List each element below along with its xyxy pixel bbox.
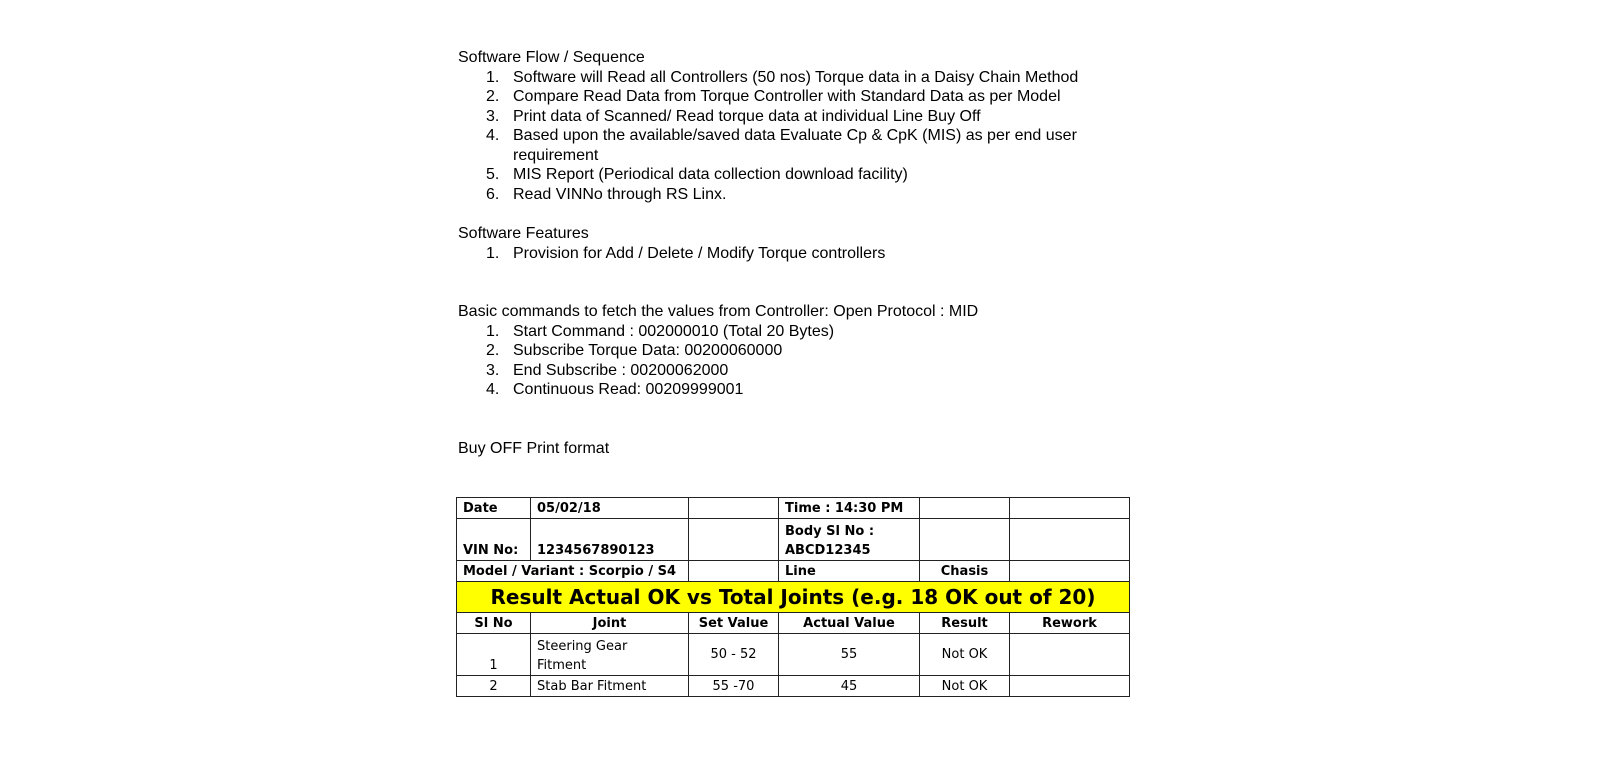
- model-variant: Model / Variant : Scorpio / S4: [457, 561, 689, 582]
- list-number: 2.: [486, 88, 500, 105]
- body-sl-label: Body Sl No :: [785, 524, 875, 539]
- column-header: Sl No: [457, 613, 531, 634]
- commands-heading: Basic commands to fetch the values from Controller: Open Protocol : MID: [458, 303, 979, 320]
- empty-cell: [1010, 561, 1130, 582]
- list-item: [458, 107, 1138, 127]
- list-item: [458, 87, 1138, 107]
- set-value-cell: 50 - 52: [689, 634, 779, 676]
- list-text: Read VINNo through RS Linx.: [513, 185, 727, 203]
- empty-cell: [689, 561, 779, 582]
- sl-no-cell: 1: [457, 634, 531, 676]
- buyoff-print-table: [456, 497, 1130, 697]
- list-text: Subscribe Torque Data: 00200060000: [513, 342, 783, 359]
- table-row: [457, 519, 1130, 561]
- column-header: Rework: [1010, 613, 1130, 634]
- rework-cell: [1010, 676, 1130, 697]
- table-header-row: [457, 613, 1130, 634]
- buyoff-heading: Buy OFF Print format: [458, 439, 610, 457]
- list-number: 1.: [486, 244, 500, 262]
- list-text: Print data of Scanned/ Read torque data at individual Line Buy Off: [513, 107, 981, 125]
- joint-cell: Stab Bar Fitment: [531, 676, 689, 697]
- table-row: [457, 582, 1130, 613]
- empty-cell: [1010, 498, 1130, 519]
- features-list: [458, 244, 1138, 264]
- joint-cell: [531, 634, 689, 676]
- list-text: Continuous Read: 00209999001: [513, 381, 744, 398]
- empty-cell: [689, 498, 779, 519]
- spacer: [458, 400, 1138, 439]
- table-row: [457, 634, 1130, 676]
- table-row: [457, 561, 1130, 582]
- list-number: 4.: [486, 381, 500, 398]
- rework-cell: [1010, 634, 1130, 676]
- list-text: Based upon the available/saved data Evaluate Cp & CpK (MIS) as per end user requirement: [513, 127, 1077, 164]
- list-text: End Subscribe : 00200062000: [513, 361, 729, 379]
- list-number: 2.: [486, 342, 500, 359]
- list-item: [458, 361, 1138, 381]
- vin-label: VIN No:: [457, 519, 531, 561]
- list-text: Compare Read Data from Torque Controller with Standard Data as per Model: [513, 88, 1061, 105]
- flow-heading: Software Flow / Sequence: [458, 49, 645, 66]
- list-number: 1.: [486, 322, 500, 340]
- body-sl-value: ABCD12345: [785, 543, 871, 558]
- empty-cell: [689, 519, 779, 561]
- table-row: [457, 676, 1130, 697]
- vin-value: 1234567890123: [531, 519, 689, 561]
- body-sl-cell: [779, 519, 920, 561]
- set-value-cell: 55 -70: [689, 676, 779, 697]
- chasis-label: Chasis: [920, 561, 1010, 582]
- commands-list: [458, 322, 1138, 400]
- list-number: 3.: [486, 107, 500, 125]
- list-text: MIS Report (Periodical data collection download facility): [513, 166, 908, 183]
- date-label: Date: [457, 498, 531, 519]
- result-cell: Not OK: [920, 634, 1010, 676]
- spacer: [458, 204, 1138, 224]
- list-text: Software will Read all Controllers (50 nos) Torque data in a Daisy Chain Method: [513, 68, 1079, 86]
- list-number: 3.: [486, 361, 500, 379]
- flow-list: [458, 68, 1138, 205]
- list-number: 4.: [486, 127, 500, 144]
- table-row: [457, 498, 1130, 519]
- list-item: [458, 380, 1138, 400]
- list-item: [458, 165, 1138, 185]
- list-item: [458, 185, 1138, 205]
- empty-cell: [1010, 519, 1130, 561]
- empty-cell: [920, 498, 1010, 519]
- features-heading: Software Features: [458, 225, 589, 242]
- column-header: Actual Value: [779, 613, 920, 634]
- time-value: Time : 14:30 PM: [779, 498, 920, 519]
- list-item: [458, 244, 1138, 264]
- list-item: [458, 126, 1138, 165]
- actual-value-cell: 55: [779, 634, 920, 676]
- joint-line: Fitment: [537, 658, 587, 673]
- document-body: [458, 48, 1138, 458]
- column-header: Joint: [531, 613, 689, 634]
- list-item: [458, 341, 1138, 361]
- list-number: 6.: [486, 185, 500, 203]
- actual-value-cell: 45: [779, 676, 920, 697]
- line-label: Line: [779, 561, 920, 582]
- sl-no-cell: 2: [457, 676, 531, 697]
- buyoff-table-container: [456, 497, 1130, 697]
- empty-cell: [920, 519, 1010, 561]
- column-header: Set Value: [689, 613, 779, 634]
- list-number: 5.: [486, 166, 500, 183]
- date-value: 05/02/18: [531, 498, 689, 519]
- column-header: Result: [920, 613, 1010, 634]
- list-number: 1.: [486, 68, 500, 86]
- spacer: [458, 263, 1138, 302]
- joint-line: Steering Gear: [537, 639, 628, 654]
- list-item: [458, 322, 1138, 342]
- list-item: [458, 68, 1138, 88]
- result-cell: Not OK: [920, 676, 1010, 697]
- list-text: Provision for Add / Delete / Modify Torque controllers: [513, 244, 886, 262]
- result-banner: Result Actual OK vs Total Joints (e.g. 18 OK out of 20): [457, 582, 1130, 613]
- list-text: Start Command : 002000010 (Total 20 Bytes): [513, 322, 835, 340]
